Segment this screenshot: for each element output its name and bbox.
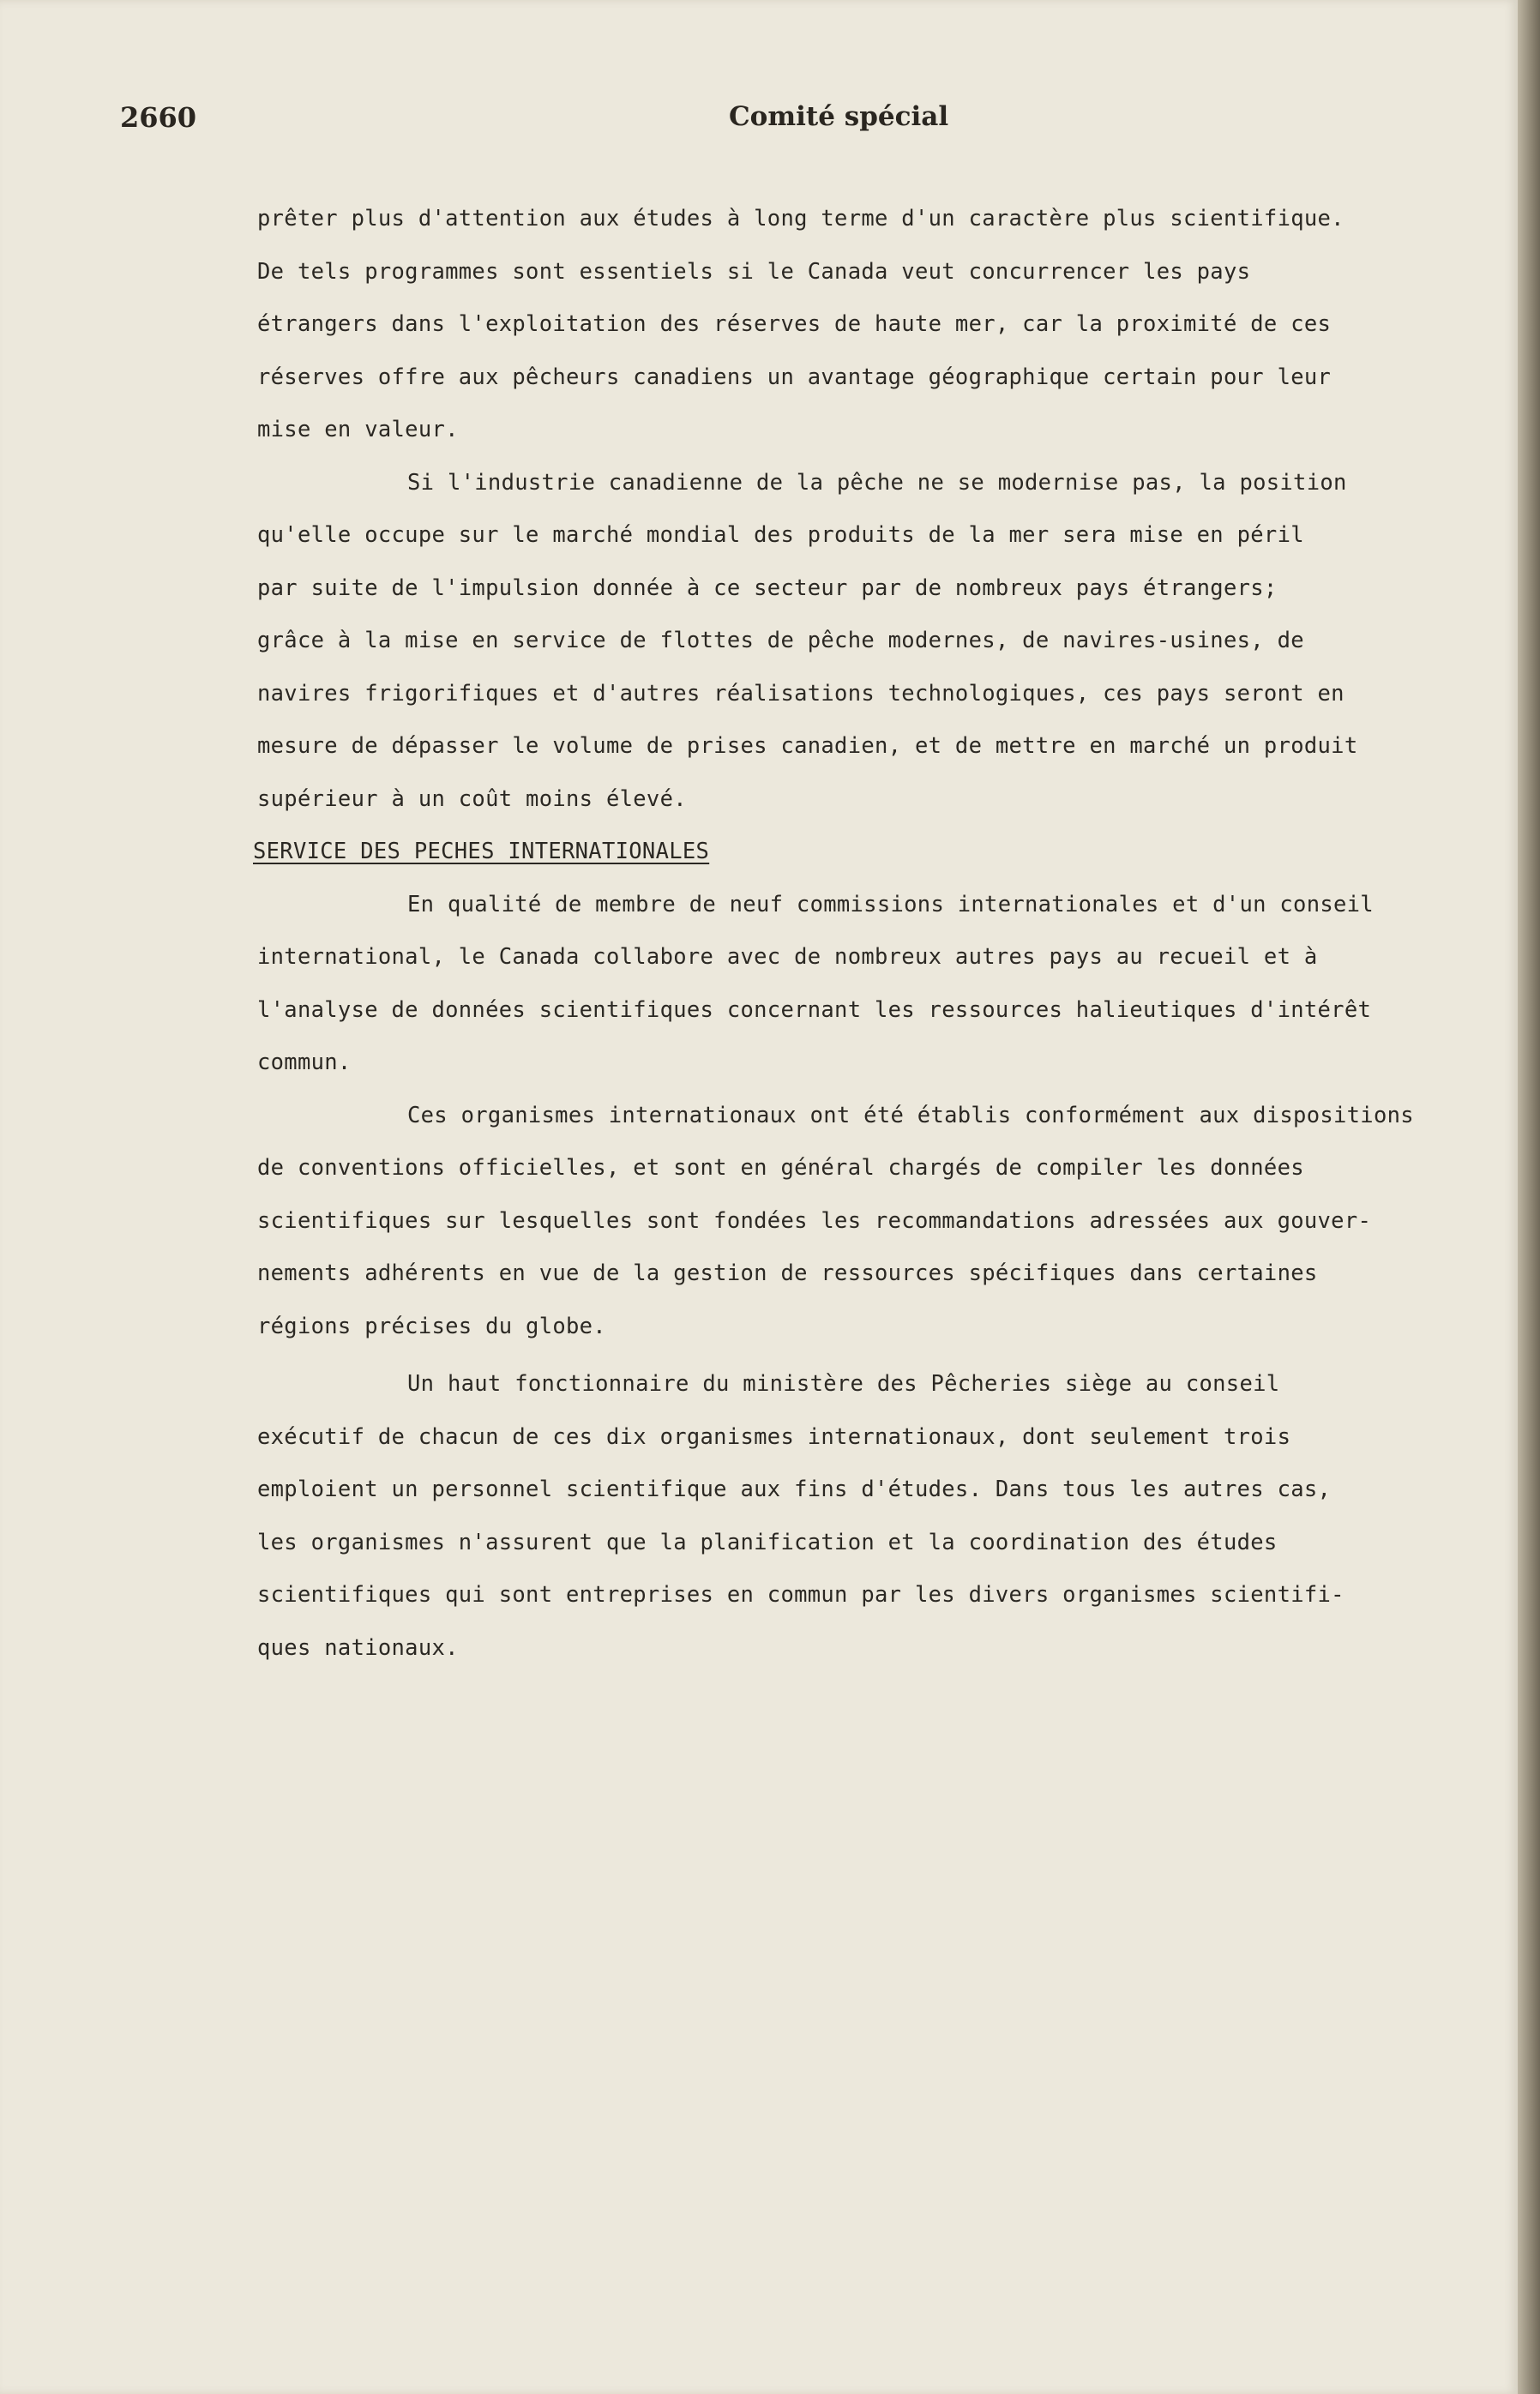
paragraph — [257, 193, 1398, 457]
text-line: les organismes n'assurent que la planification et la coordination des études — [257, 1529, 1278, 1555]
binding-edge — [1518, 0, 1540, 2394]
section-heading-text: SERVICE DES PECHES INTERNATIONALES — [253, 839, 710, 864]
text-line: prêter plus d'attention aux études à long terme d'un caractère plus scientifique. — [257, 206, 1344, 232]
text-line: réserves offre aux pêcheurs canadiens un avantage géographique certain pour leur — [257, 364, 1332, 390]
text-line: de conventions officielles, et sont en général chargés de compiler les données — [257, 1155, 1304, 1181]
running-head: Comité spécial — [729, 101, 949, 132]
text-line: De tels programmes sont essentiels si le Canada veut concurrencer les pays — [257, 258, 1251, 285]
text-line: supérieur à un coût moins élevé. — [257, 785, 687, 812]
text-line: mesure de dépasser le volume de prises canadien, et de mettre en marché un produit — [257, 733, 1358, 759]
page-number: 2660 — [120, 101, 197, 134]
paragraph — [257, 1358, 1398, 1675]
text-line: mise en valeur. — [257, 417, 459, 442]
text-line: grâce à la mise en service de flottes de pêche modernes, de navires-usines, de — [257, 628, 1304, 653]
text-line: exécutif de chacun de ces dix organismes internationaux, dont seulement trois — [257, 1423, 1291, 1450]
text-line: régions précises du globe. — [257, 1313, 606, 1339]
text-line: l'analyse de données scientifiques concernant les ressources halieutiques d'intérêt — [257, 996, 1372, 1023]
text-line: par suite de l'impulsion donnée à ce secteur par de nombreux pays étrangers; — [257, 574, 1278, 601]
text-line: emploient un personnel scientifique aux fins d'études. Dans tous les autres cas, — [257, 1477, 1332, 1502]
text-line: qu'elle occupe sur le marché mondial des produits de la mer sera mise en péril — [257, 522, 1304, 548]
section-heading — [253, 826, 1398, 879]
text-line: navires frigorifiques et d'autres réalisations technologiques, ces pays seront en — [257, 680, 1344, 707]
text-line: ques nationaux. — [257, 1634, 459, 1661]
text-line: Un haut fonctionnaire du ministère des Pêcheries siège au conseil — [407, 1371, 1280, 1397]
paragraph — [257, 457, 1398, 827]
text-line: nements adhérents en vue de la gestion de ressources spécifiques dans certaines — [257, 1260, 1318, 1286]
paragraph — [257, 879, 1398, 1090]
text-line: Ces organismes internationaux ont été établis conformément aux dispositions — [407, 1102, 1414, 1128]
text-line: étrangers dans l'exploitation des réserves de haute mer, car la proximité de ces — [257, 311, 1332, 337]
paragraph — [257, 1090, 1414, 1354]
text-line: commun. — [257, 1050, 352, 1075]
text-line: scientifiques sur lesquelles sont fondées les recommandations adressées aux gouver- — [257, 1207, 1372, 1234]
text-line: En qualité de membre de neuf commissions internationales et d'un conseil — [407, 891, 1374, 917]
text-line: Si l'industrie canadienne de la pêche ne se modernise pas, la position — [407, 469, 1347, 496]
text-line: scientifiques qui sont entreprises en commun par les divers organismes scientifi- — [257, 1582, 1344, 1608]
body-text — [253, 193, 1414, 1675]
page-header — [120, 101, 1423, 142]
text-line: international, le Canada collabore avec de nombreux autres pays au recueil et à — [257, 944, 1318, 970]
